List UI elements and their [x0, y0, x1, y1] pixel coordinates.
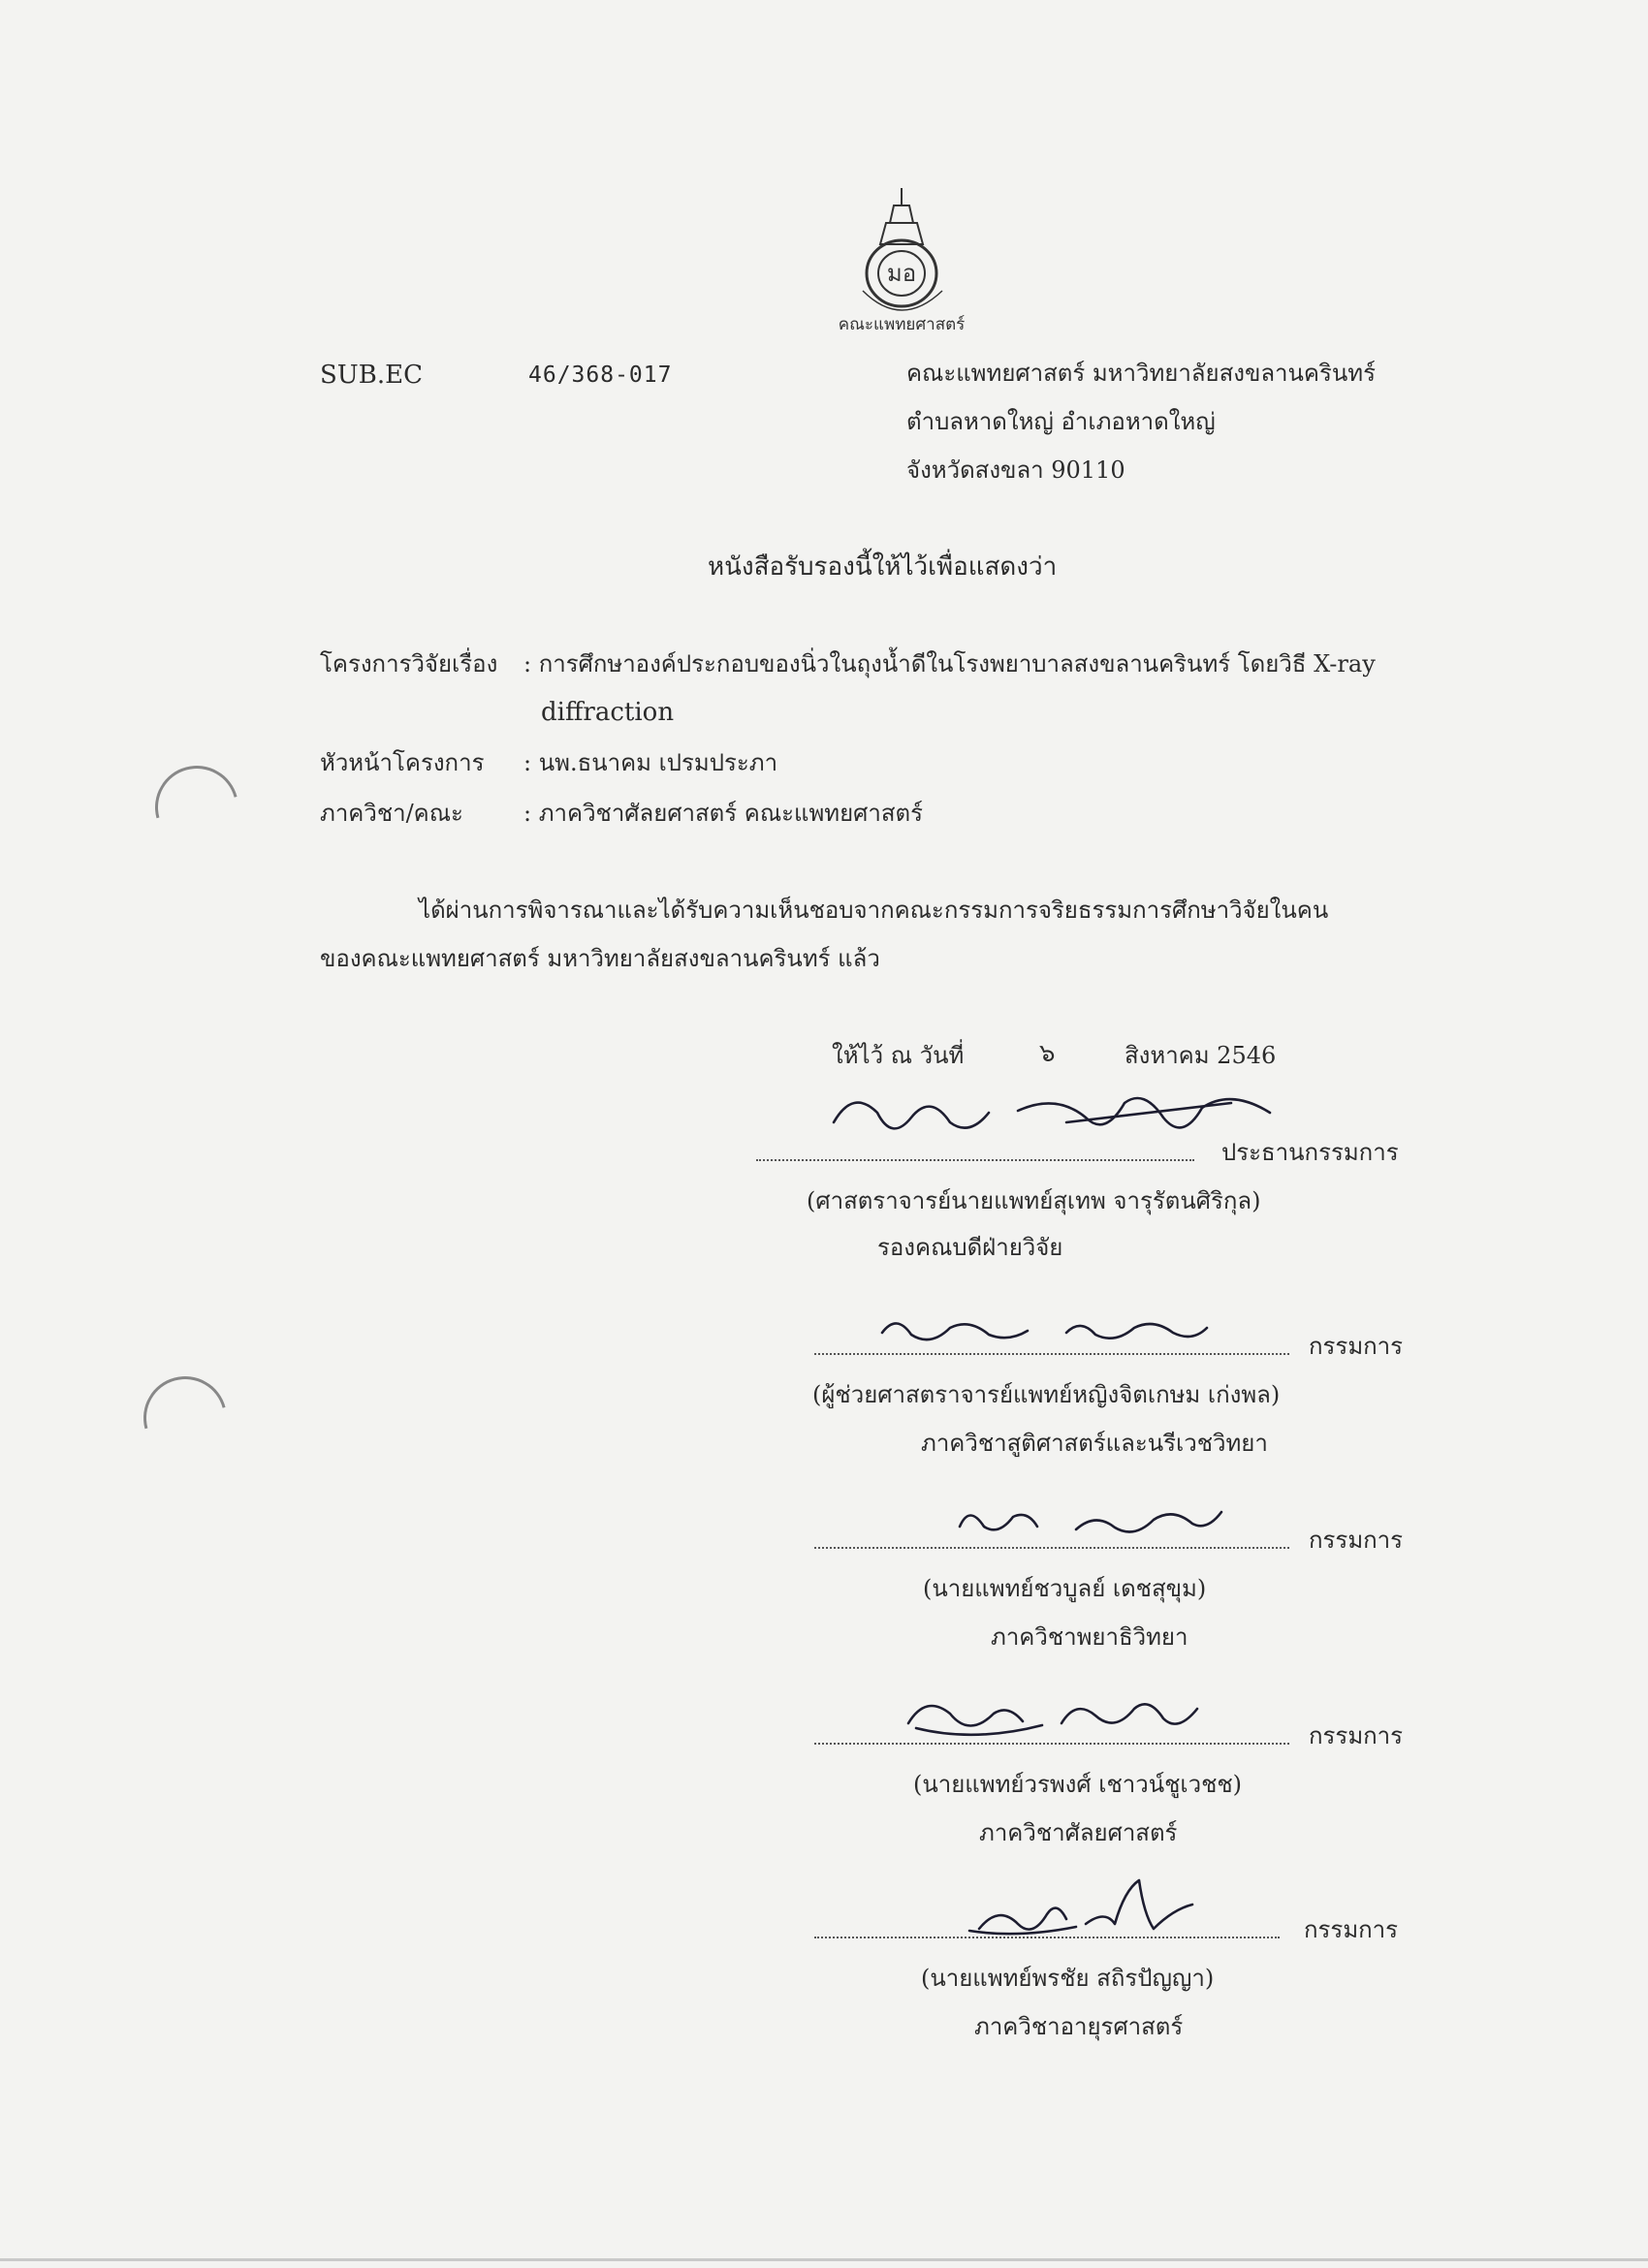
- signatory-2-position: ภาควิชาสูติศาสตร์และนรีเวชวิทยา: [921, 1430, 1268, 1457]
- signatory-5-position: ภาควิชาอายุรศาสตร์: [974, 2013, 1184, 2040]
- project-value-cont: diffraction: [541, 698, 675, 727]
- punch-hole-top: [140, 750, 253, 864]
- signatory-4-position: ภาควิชาศัลยศาสตร์: [979, 1819, 1178, 1846]
- signature-3: [950, 1493, 1241, 1551]
- signatory-3-role: กรรมการ: [1309, 1527, 1404, 1554]
- signature-line-2: [814, 1353, 1289, 1355]
- scan-edge-line: [0, 2258, 1648, 2261]
- document-heading: หนังสือรับรองนี้ให้ไว้เพื่อแสดงว่า: [708, 552, 1058, 582]
- punch-hole-bottom: [128, 1361, 241, 1474]
- address-line-3: จังหวัดสงขลา 90110: [906, 457, 1125, 484]
- signature-line-5: [814, 1937, 1280, 1938]
- date-prefix: ให้ไว้ ณ วันที่: [832, 1042, 965, 1069]
- date-month-year: สิงหาคม 2546: [1125, 1042, 1277, 1069]
- signatory-1-position: รองคณบดีฝ่ายวิจัย: [877, 1234, 1063, 1261]
- signatory-3-position: ภาควิชาพยาธิวิทยา: [991, 1623, 1188, 1651]
- body-line-2: ของคณะแพทยศาสตร์ มหาวิทยาลัยสงขลานครินทร์ แล้ว: [320, 945, 880, 972]
- project-value: : การศึกษาองค์ประกอบของนิ่วในถุงน้ำดีในโรงพยาบาลสงขลานครินทร์ โดยวิธี X-ray: [523, 650, 1376, 677]
- signatory-2-name: (ผู้ช่วยศาสตราจารย์แพทย์หญิงจิตเกษม เก่งพล): [812, 1381, 1281, 1408]
- faculty-seal-icon: [834, 184, 979, 339]
- signature-line-1: [756, 1159, 1194, 1161]
- signature-line-3: [814, 1547, 1289, 1549]
- dept-label: ภาควิชา/คณะ: [320, 800, 463, 827]
- signatory-5-role: กรรมการ: [1304, 1916, 1399, 1943]
- body-line-1: ได้ผ่านการพิจารณาและได้รับความเห็นชอบจากคณะกรรมการจริยธรรมการศึกษาวิจัยในคน: [419, 897, 1329, 924]
- head-value: : นพ.ธนาคม เปรมประภา: [523, 749, 778, 776]
- svg-text:มอ: มอ: [886, 260, 917, 287]
- address-line-2: ตำบลหาดใหญ่ อำเภอหาดใหญ่: [906, 408, 1216, 435]
- signatory-3-name: (นายแพทย์ชวบูลย์ เดชสุขุม): [923, 1575, 1207, 1602]
- date-day: ๖: [1039, 1039, 1056, 1068]
- signatory-4-role: กรรมการ: [1309, 1722, 1404, 1749]
- dept-value: : ภาควิชาศัลยศาสตร์ คณะแพทยศาสตร์: [523, 800, 923, 827]
- signatory-1-role: ประธานกรรมการ: [1221, 1139, 1399, 1166]
- ref-prefix: SUB.EC: [320, 361, 423, 390]
- head-label: หัวหน้าโครงการ: [320, 749, 485, 776]
- signatory-5-name: (นายแพทย์พรชัย สถิรปัญญา): [921, 1965, 1215, 1992]
- project-label: โครงการวิจัยเรื่อง: [320, 650, 498, 677]
- signatory-2-role: กรรมการ: [1309, 1333, 1404, 1360]
- signature-line-4: [814, 1743, 1289, 1745]
- signatory-4-name: (นายแพทย์วรพงศ์ เชาวน์ชูเวชช): [913, 1771, 1243, 1798]
- ref-number: 46/368-017: [528, 362, 673, 388]
- signature-1: [824, 1084, 1289, 1161]
- svg-text:คณะแพทยศาสตร์: คณะแพทยศาสตร์: [838, 315, 966, 334]
- address-line-1: คณะแพทยศาสตร์ มหาวิทยาลัยสงขลานครินทร์: [906, 360, 1376, 387]
- signatory-1-name: (ศาสตราจารย์นายแพทย์สุเทพ จารุรัตนศิริกุล): [807, 1187, 1261, 1214]
